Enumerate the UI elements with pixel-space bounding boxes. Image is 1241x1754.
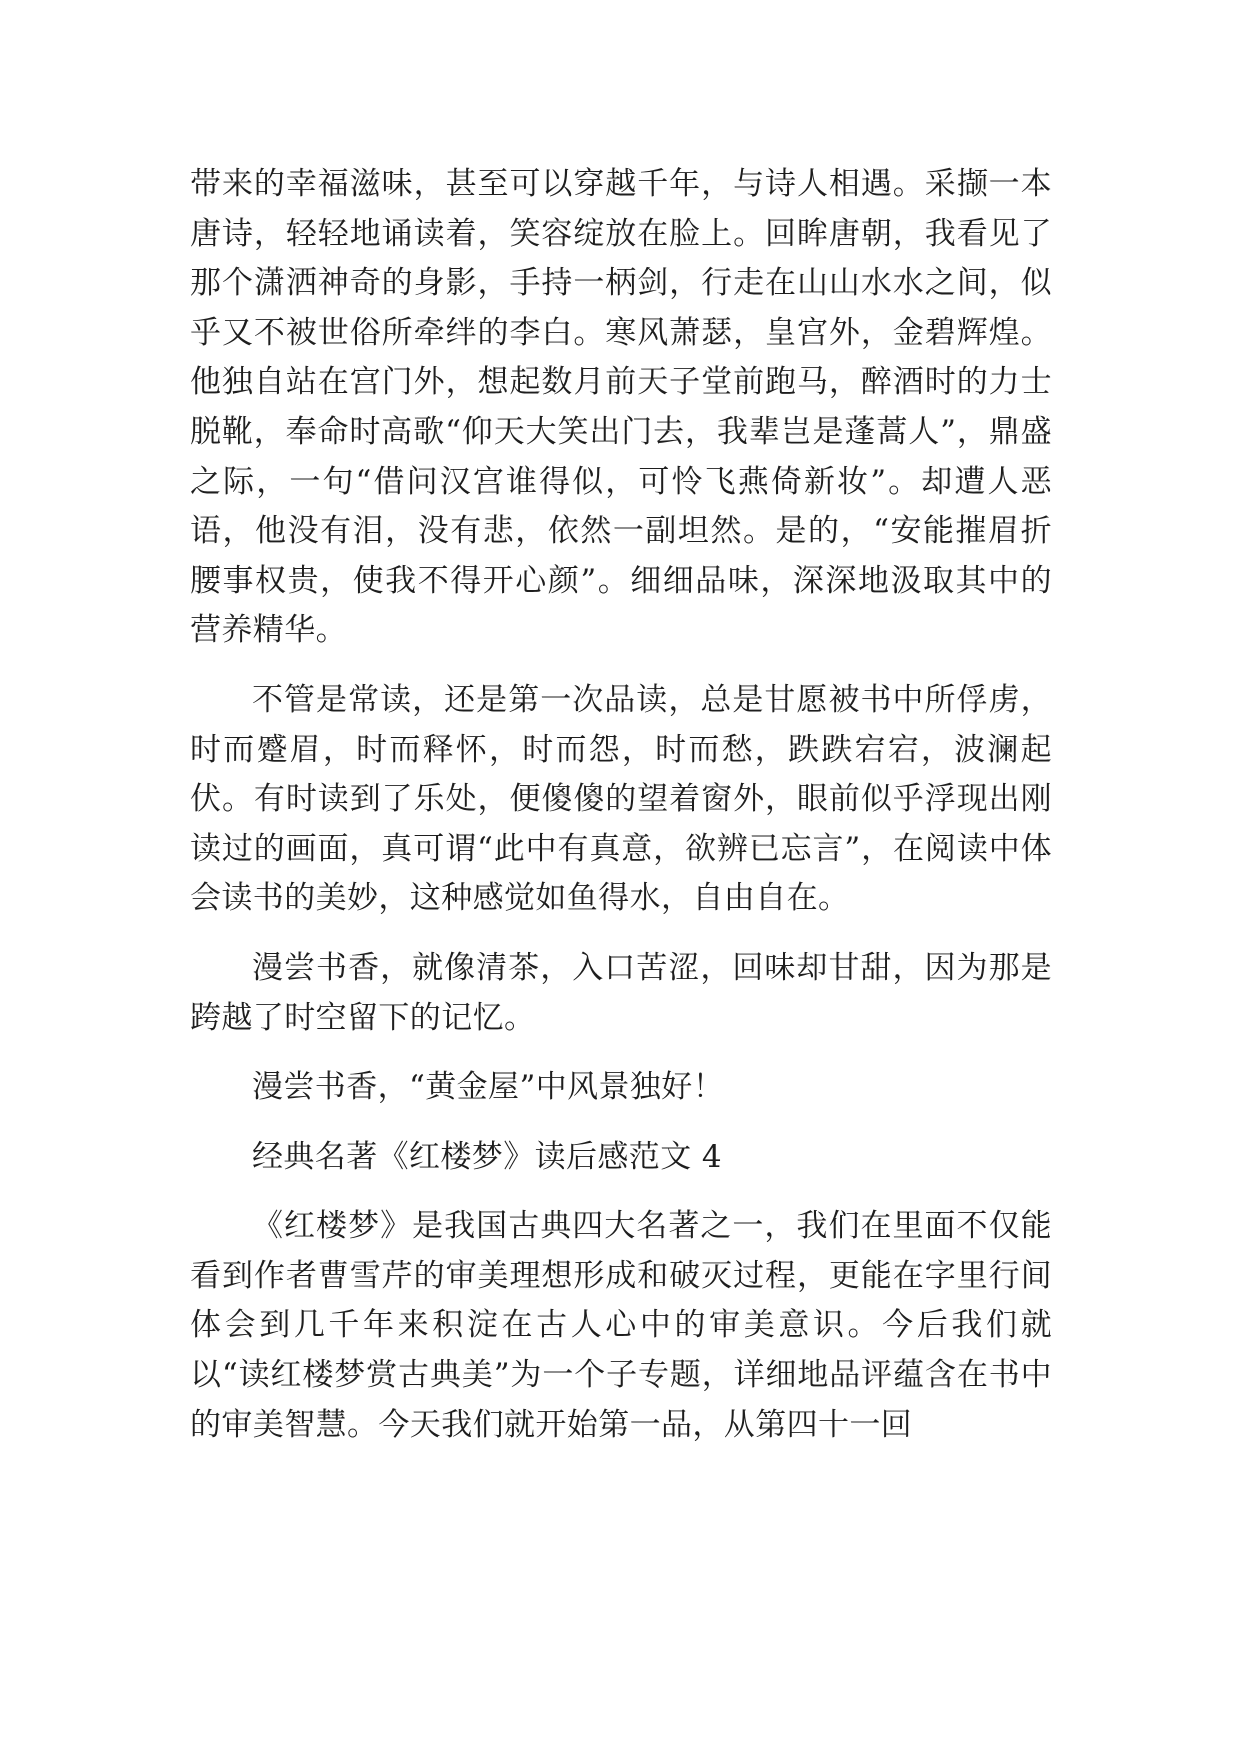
section-title: 经典名著《红楼梦》读后感范文 4 [252, 1138, 722, 1175]
paragraph-li-bai: 带来的幸福滋味，甚至可以穿越千年，与诗人相遇。采撷一本唐诗，轻轻地诵读着，笑容绽放在脸上。回眸唐朝，我看见了那个潇洒神奇的身影，手持一柄剑，行走在山山水水之间，似乎又不被世俗所牵绊的李白。寒风萧瑟，皇宫外，金碧辉煌。他独自站在宫门外，想起数月前天子堂前跑马，醉酒时的力士脱靴，奉命时高歌“仰天大笑出门去，我辈岂是蓬蒿人”，鼎盛之际，一句“借问汉宫谁得似，可怜飞燕倚新妆”。却遭人恶语，他没有泪，没有悲，依然一副坦然。是的，“安能摧眉折腰事权贵，使我不得开心颜”。细细品味，深深地汲取其中的营养精华。 [190, 166, 1052, 649]
document-body [190, 160, 1052, 1470]
paragraph-golden-house: 漫尝书香，“黄金屋”中风景独好！ [252, 1069, 725, 1106]
paragraph-tea-metaphor: 漫尝书香，就像清茶，入口苦涩，回味却甘甜，因为那是跨越了时空留下的记忆。 [190, 949, 1052, 1036]
paragraph-hongloumeng-intro: 《红楼梦》是我国古典四大名著之一，我们在里面不仅能看到作者曹雪芹的审美理想形成和破灭过程，更能在字里行间体会到几千年来积淀在古人心中的审美意识。今后我们就以“读红楼梦赏古典美”为一个子专题，详细地品评蕴含在书中的审美智慧。今天我们就开始第一品，从第四十一回 [190, 1208, 1052, 1443]
paragraph-reading-feelings: 不管是常读，还是第一次品读，总是甘愿被书中所俘虏，时而蹙眉，时而释怀，时而怨，时而愁，跌跌宕宕，波澜起伏。有时读到了乐处，便傻傻的望着窗外，眼前似乎浮现出刚读过的画面，真可谓“此中有真意，欲辨已忘言”，在阅读中体会读书的美妙，这种感觉如鱼得水，自由自在。 [190, 681, 1052, 917]
